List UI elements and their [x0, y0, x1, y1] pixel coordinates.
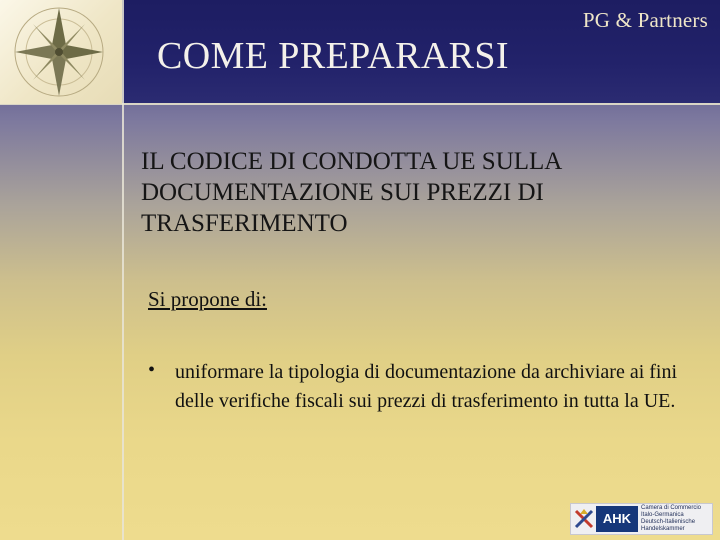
ahk-line: Deutsch-Italienische: [641, 519, 696, 525]
brand-name: PG & Partners: [582, 8, 708, 32]
slide-subtitle: IL CODICE DI CONDOTTA UE SULLA DOCUMENTAZIONE SUI PREZZI DI TRASFERIMENTO: [141, 148, 561, 237]
bullet-text: uniformare la tipologia di documentazione da archiviare ai fini delle verifiche fiscali sui prezzi di trasferimento in tutta la UE.: [175, 361, 678, 412]
bullet-item: [148, 358, 688, 416]
logo: [0, 0, 122, 104]
ahk-line: Handelskammer: [641, 526, 685, 532]
bullet-icon: •: [148, 359, 156, 381]
compass-rose-icon: [0, 0, 122, 104]
cross-arrow-icon: [574, 508, 594, 530]
page-title: COME PREPARARSI: [157, 35, 509, 77]
ahk-logo: [570, 503, 713, 535]
lead-text: Si propone di:: [148, 287, 267, 311]
ahk-badge: AHK: [596, 506, 638, 532]
ahk-text: [641, 505, 713, 533]
vertical-divider: [122, 0, 124, 540]
ahk-line: Camera di Commercio: [641, 505, 702, 511]
ahk-line: Italo-Germanica: [641, 512, 684, 518]
